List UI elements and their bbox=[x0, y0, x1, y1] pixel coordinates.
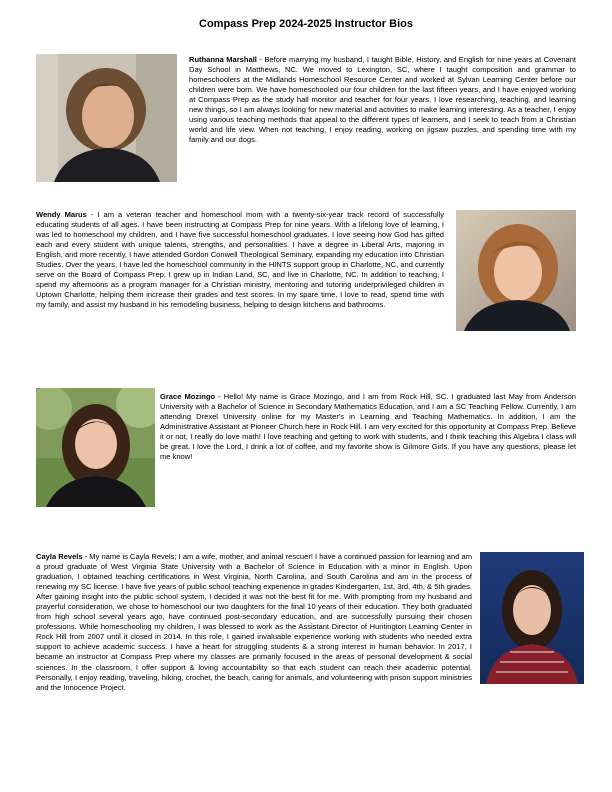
instructor-bio-text: - I am a veteran teacher and homeschool mom with a twenty-six-year track record of successfully educating students of all ages. I have been instructing at Compass Prep for nine years. With a lifelong love of learning, I was led to homeschool my children, and I have five successful homeschool graduates. I love seeing how God has gifted each and every student with unique talents, strengths, and personalities. I have a degree in Liberal Arts, majoring in English, and more recently, I have attended Gordon Conwell Theological Seminary, expanding my education into Christian Studies. Over the years, I have led the homeschool community in the HINTS support group in Charlotte, NC, and currently serve on the Board of Compass Prep. I grew up in Indian Land, SC, and live in Charlotte, NC. In addition to teaching, I spend my afternoons as a program manager for a Christian ministry, mentoring and tutoring underprivileged children in Uptown Charlotte, helping them increase their grades and test scores. In my spare time, I love to read, spend time with my family, and assist my husband in his remodeling business, helping to design kitchens and bathrooms. bbox=[36, 210, 444, 310]
instructor-name: Cayla Revels bbox=[36, 552, 83, 561]
bio-grace-mozingo bbox=[160, 392, 576, 462]
instructor-bio-text: - Hello! My name is Grace Mozingo, and I am from Rock Hill, SC. I graduated last May from Anderson University with a Bachelor of Science in Secondary Mathematics Education, and I am a SC Teaching Fellow. Currently, I am attending Drexel University online for my Master's in Learning and Teaching Mathematics. In addition, I am the Administrative Assistant at Pioneer Church here in Rock Hill. I am very excited for this opportunity at Compass Prep. Believe it or not, I really do love math! I love teaching and getting to work with students, and I think teaching this Algebra I class will be great. I love the Lord, I drink a lot of coffee, and my favorite show is Gilmore Girls. If you have any questions, please let me know! bbox=[160, 392, 576, 462]
portrait-photo-grace-mozingo bbox=[36, 388, 155, 507]
portrait-photo-wendy-marus bbox=[456, 210, 576, 331]
instructor-bio-text: - Before marrying my husband, I taught Bible, History, and English for nine years at Covenant Day School in Matthews, NC. We moved to Lexington, SC, where I taught composition and grammar to homeschoolers at the Midlands Homeschool Resource Center and worked at Sylvan Learning Center before our children were born. We have homeschooled our four children for the last fifteen years, and I have enjoyed working at Compass Prep as the study hall monitor and teacher for four years. I love researching, teaching, and learning new things, so I am always looking for new material and activities to make learning interesting. As a teacher, I enjoy using various teaching methods that appeal to the different types of learners, and I seek to teach from a Christian world and life view. When not teaching, I enjoy reading, working on jigsaw puzzles, and spending time with my family and our dogs. bbox=[189, 55, 577, 145]
instructor-name: Grace Mozingo bbox=[160, 392, 216, 401]
portrait-photo-cayla-revels bbox=[480, 552, 584, 684]
bio-wendy-marus bbox=[36, 210, 444, 310]
instructor-name: Wendy Marus bbox=[36, 210, 87, 219]
page-title: Compass Prep 2024-2025 Instructor Bios bbox=[199, 18, 413, 30]
bio-ruthanna-marshall bbox=[189, 55, 576, 145]
portrait-photo-ruthanna-marshall bbox=[36, 54, 177, 182]
bio-cayla-revels bbox=[36, 552, 472, 693]
instructor-name: Ruthanna Marshall bbox=[189, 55, 257, 64]
instructor-bio-text: - My name is Cayla Revels; I am a wife, mother, and animal rescuer! I have a continued passion for learning and am a proud graduate of West Virginia State University with a Bachelor of Science in Education with a minor in English. Upon graduation, I obtained teaching certifications in West Virginia, North Carolina, and South Carolina and am in the process of renewing my SC license. I have five years of public school teaching experience in grades Kindergarten, 1st, 3rd, 4th, & 5th grades. After gaining insight into the public school system, I decided it was not the best fit for me. With prompting from my husband and prayerful consideration, we chose to homeschool our two daughters for the final 10 years of their education. They both graduated from high school several years ago, have continued post-secondary education, and are successfully pursuing their chosen professions. While homeschooling my children, I was blessed to work as the Assistant Director of Huntington Learning Center in Rock Hill from 2007 until it closed in 2014. In this role, I gained invaluable experience working with students who needed extra support to achieve academic success. I have a heart for struggling students & a strong interest in human behavior. In 2017, I became an instructor at Compass Prep where my classes are primarily focused in the areas of personal development & social sciences. In the classroom, I offer support & loving accountability so that each student can reach their academic potential. Personally, I enjoy reading, traveling, hiking, crochet, the beach, caring for animals, and volunteering with prison support ministries and the Innocence Project. bbox=[36, 552, 472, 692]
